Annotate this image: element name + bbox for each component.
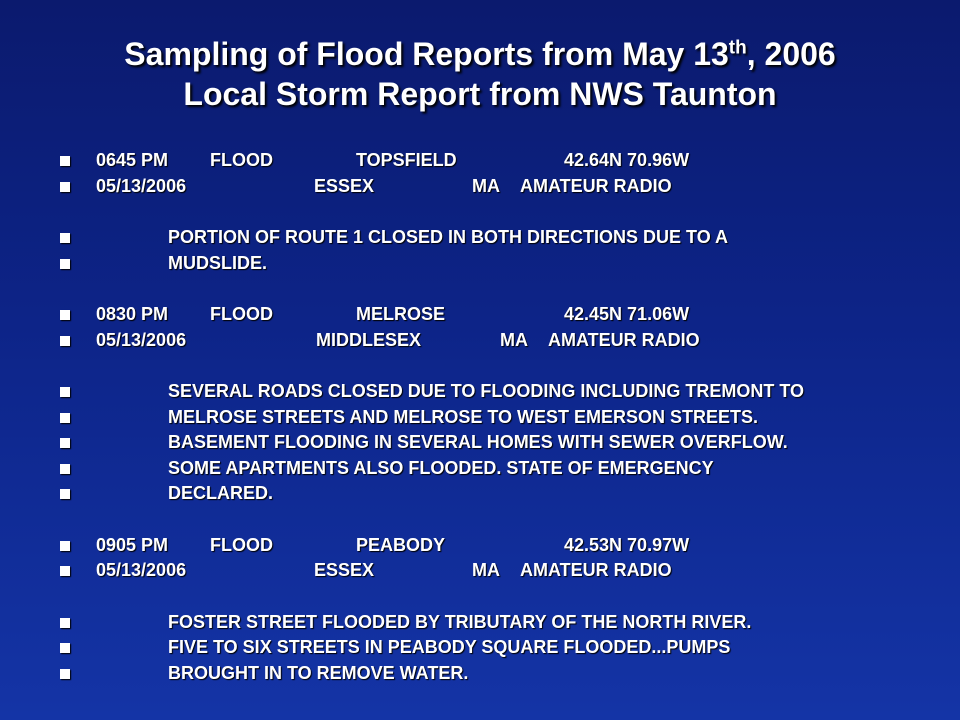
bullet-icon	[60, 669, 70, 679]
report-remark-line: MUDSLIDE.	[60, 251, 940, 277]
bullet-icon	[60, 310, 70, 320]
report-type: FLOOD	[210, 534, 273, 555]
bullet-icon	[60, 464, 70, 474]
report-type: FLOOD	[210, 304, 273, 324]
report-time: 0645 PM	[96, 150, 169, 170]
report-county: MIDDLESEX	[316, 329, 422, 350]
report-type: FLOOD	[210, 150, 273, 170]
report-source-line	[60, 174, 940, 200]
report-coords: 42.53N 70.97W	[564, 534, 690, 555]
bullet-icon	[60, 438, 70, 448]
report-coords: 42.64N 70.96W	[564, 150, 690, 170]
bullet-icon	[60, 259, 70, 269]
report-remark-line: BASEMENT FLOODING IN SEVERAL HOMES WITH SEWER OVERFLOW.	[60, 430, 940, 456]
report-header-line	[60, 533, 940, 559]
report-source: AMATEUR RADIO	[520, 175, 672, 196]
report-place: PEABODY	[356, 534, 446, 555]
bullet-icon	[60, 233, 70, 243]
report-remark-line: FOSTER STREET FLOODED BY TRIBUTARY OF THE NORTH RIVER.	[60, 610, 940, 636]
slide-title	[20, 34, 940, 114]
report-remark-line: DECLARED.	[60, 481, 940, 507]
report-place: TOPSFIELD	[356, 150, 457, 170]
report-source: AMATEUR RADIO	[548, 329, 700, 350]
report-coords: 42.45N 71.06W	[564, 304, 690, 324]
report-date: 05/13/2006	[96, 175, 187, 196]
report-state: MA	[500, 329, 528, 350]
report-time: 0905 PM	[96, 534, 169, 555]
report-county: ESSEX	[314, 175, 375, 196]
report-source-line	[60, 328, 940, 354]
bullet-icon	[60, 336, 70, 346]
bullet-icon	[60, 387, 70, 397]
title-line-2: Local Storm Report from NWS Taunton	[183, 76, 777, 112]
report-source-line	[60, 558, 940, 584]
report-time: 0830 PM	[96, 304, 169, 324]
bullet-icon	[60, 182, 70, 192]
report-remark-line: PORTION OF ROUTE 1 CLOSED IN BOTH DIRECTIONS DUE TO A	[60, 225, 940, 251]
report-state: MA	[472, 560, 500, 580]
report-remark-line: BROUGHT IN TO REMOVE WATER.	[60, 661, 940, 687]
bullet-icon	[60, 618, 70, 628]
report-date: 05/13/2006	[96, 329, 187, 350]
bullet-icon	[60, 156, 70, 166]
report-list	[60, 148, 940, 686]
report-state: MA	[472, 175, 500, 196]
report-remark-line: FIVE TO SIX STREETS IN PEABODY SQUARE FLOODED...PUMPS	[60, 635, 940, 661]
bullet-icon	[60, 541, 70, 551]
report-source: AMATEUR RADIO	[520, 560, 672, 580]
report-remark-line: SOME APARTMENTS ALSO FLOODED. STATE OF EMERGENCY	[60, 456, 940, 482]
bullet-icon	[60, 566, 70, 576]
bullet-icon	[60, 643, 70, 653]
bullet-icon	[60, 489, 70, 499]
report-county: ESSEX	[314, 560, 375, 580]
report-place: MELROSE	[356, 304, 446, 324]
report-remark-line: MELROSE STREETS AND MELROSE TO WEST EMERSON STREETS.	[60, 405, 940, 431]
bullet-icon	[60, 413, 70, 423]
report-header-line	[60, 148, 940, 174]
report-header-line	[60, 302, 940, 328]
report-remark-line: SEVERAL ROADS CLOSED DUE TO FLOODING INCLUDING TREMONT TO	[60, 379, 940, 405]
title-line-1: Sampling of Flood Reports from May 13th, 2006	[124, 36, 836, 72]
report-date: 05/13/2006	[96, 560, 187, 580]
